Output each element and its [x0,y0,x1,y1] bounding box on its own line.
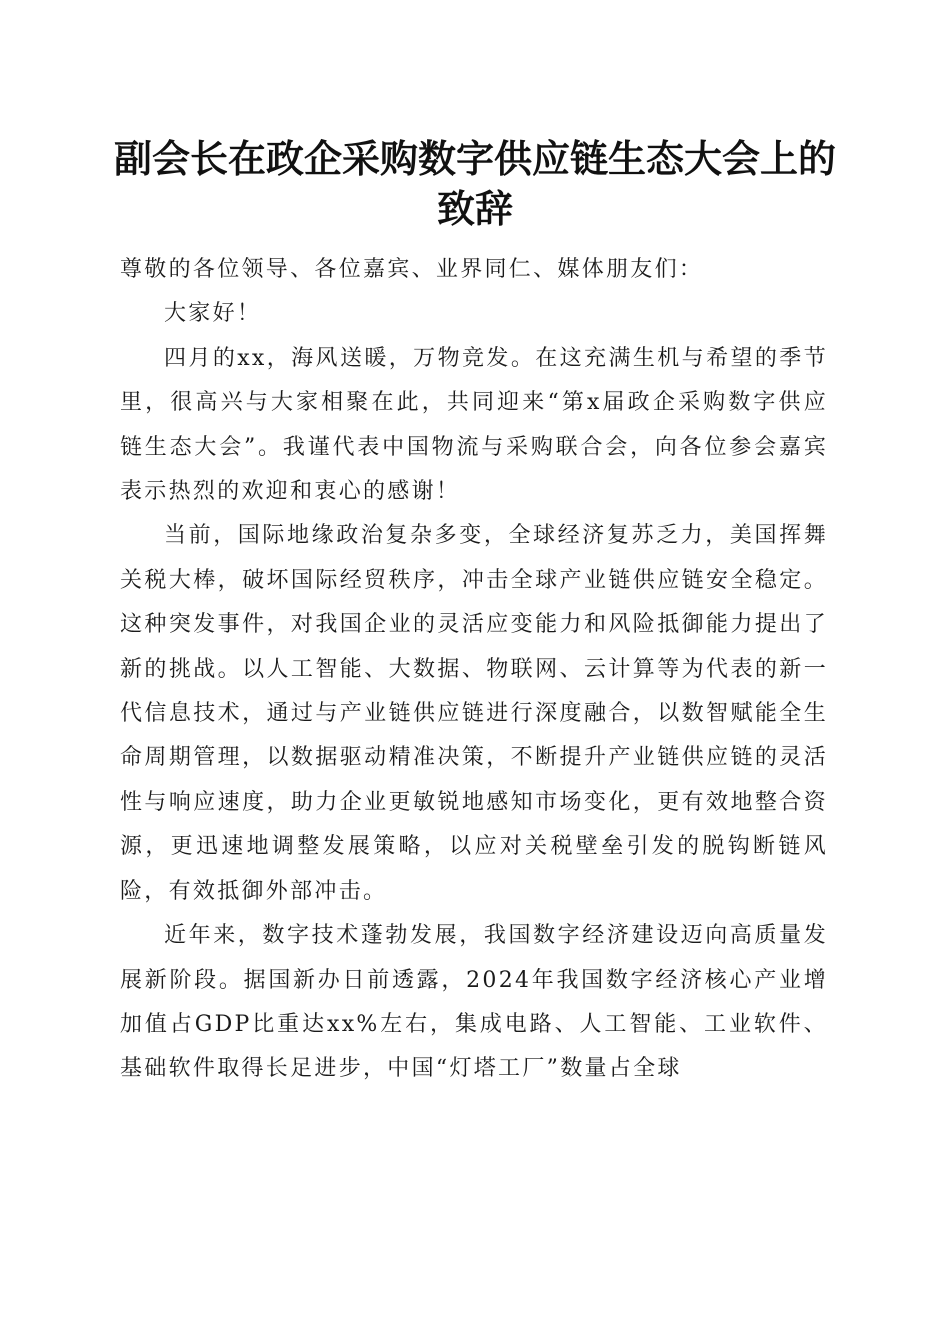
paragraph-greeting: 大家好！ [164,301,262,327]
document-body [120,248,828,1092]
paragraph-digital-economy: 近年来，数字技术蓬勃发展，我国数字经济建设迈向高质量发展新阶段。据国新办日前透露，2024年我国数字经济核心产业增加值占GDP比重达xx%左右，集成电路、人工智能、工业软件、基础软件取得长足进步，中国“灯塔工厂”数量占全球 [120,923,828,1082]
paragraph-opening: 四月的xx，海风送暖，万物竞发。在这充满生机与希望的季节里，很高兴与大家相聚在此，共同迎来“第x届政企采购数字供应链生态大会”。我谨代表中国物流与采购联合会，向各位参会嘉宾表示热烈的欢迎和衷心的感谢！ [120,345,828,505]
salutation: 尊敬的各位领导、各位嘉宾、业界同仁、媒体朋友们： [120,257,704,282]
document-title: 副会长在政企采购数字供应链生态大会上的致辞 [113,136,836,231]
paragraph-current-situation: 当前，国际地缘政治复杂多变，全球经济复苏乏力，美国挥舞关税大棒，破坏国际经贸秩序，冲击全球产业链供应链安全稳定。这种突发事件，对我国企业的灵活应变能力和风险抵御能力提出了新的挑战。以人工智能、大数据、物联网、云计算等为代表的新一代信息技术，通过与产业链供应链进行深度融合，以数智赋能全生命周期管理，以数据驱动精准决策，不断提升产业链供应链的灵活性与响应速度，助力企业更敏锐地感知市场变化，更有效地整合资源，更迅速地调整发展策略，以应对关税壁垒引发的脱钩断链风险，有效抵御外部冲击。 [120,523,828,904]
